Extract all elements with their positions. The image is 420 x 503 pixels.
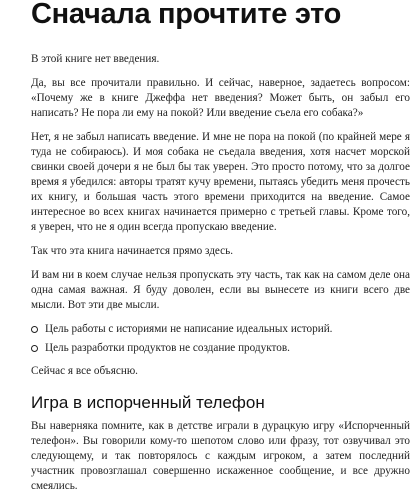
goals-list [31,322,410,356]
list-item [31,322,410,337]
section-heading: Игра в испорченный телефон [31,393,265,412]
list-item-text: Цель разработки продуктов не создание продуктов. [45,342,290,354]
paragraph: Так что эта книга начинается прямо здесь. [31,245,234,257]
document-body [31,52,410,503]
page-title: Сначала прочтите это [31,0,342,30]
circle-bullet-icon [31,326,38,333]
paragraph: В этой книге нет введения. [31,53,160,65]
paragraph: И вам ни в коем случае нельзя пропускать эту часть, так как на самом деле она одна самая важная. Я буду доволен, если вы вынесете из книги всего две мысли. Вот эти две мысли. [31,269,410,311]
list-item-text: Цель работы с историями не написание идеальных историй. [45,323,333,335]
circle-bullet-icon [31,345,38,352]
paragraph: Да, вы все прочитали правильно. И сейчас, наверное, задаетесь вопросом: «Почему же в книге Джеффа нет введения? Может быть, он забыл его написать? Не пора ли ему на покой? Или введение съела его собака?» [31,77,410,119]
paragraph: Нет, я не забыл написать введение. И мне не пора на покой (по крайней мере я туда не собираюсь). И моя собака не съедала введения, хотя насчет морской свинки своей дочери я не был бы так уверен. Это просто потому, что за долгое время я убедился: авторы тратят кучу времени, пытаясь убедить меня прочесть их книгу, и большая часть этого времени приходится на введение. Самое интересное во всех книгах начинается примерно с третьей главы. Кроме того, я уверен, что не я один всегда пропускаю введение. [31,131,410,233]
closing-paragraph: Сейчас я все объясню. [31,365,138,377]
list-item [31,341,410,356]
section-paragraph: Вы наверняка помните, как в детстве играли в дурацкую игру «Испорченный телефон». Вы говорили кому-то шепотом слово или фразу, тот озвучивал это следующему, и так повторялось с каждым игроком, а затем последний участник провозглашал совершенно искаженное сообщение, и все дружно смеялись. [31,420,410,492]
